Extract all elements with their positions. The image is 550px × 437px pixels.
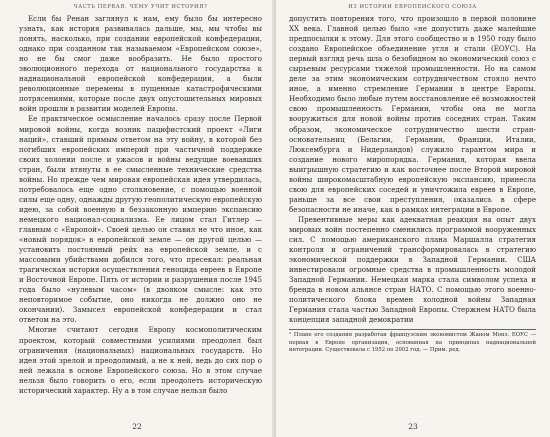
paragraph: Если бы Ренан заглянул к нам, ему было бы интересно узнать, как история развивалась дальше, мы, мы чтобы вы понять, насколько, при создании европейской конфедерации, однако при созданном так называемом «Европейском союзе», но не бы смог даже вообразить. Не было простого эволюционного перехода от национального государства к наднациональной европейской конфедерации, а были революционные перемены в пущенные катастрофическими потрясениями, которые после двух опустошительных мировых войн прошли в развитии моделей Европы. — [19, 14, 262, 114]
running-head-left: ЧАСТЬ ПЕРВАЯ. ЧЕМУ УЧИТ ИСТОРИЯ? — [73, 4, 208, 10]
left-page — [0, 0, 274, 437]
paragraph: допустить повторения того, что произошло в первой половине XX века. Главной целью было «не допустить даже малейшие предпосылки к этому. Для этого сообщество и в 1950 году было создано Европейское объединение угля и стали (ЕОУС). На первый взгляд речь шла о безобидном во экономический союз с сырьевым ресурсами тяжелой промышленности. Но на самом деле за этим экономическим сотрудничеством стояло нечто иное, а именно стремление Германии в центре Европы. Необходимо было любые путем восстановление её возможностей свою промышленность Германии, чтобы она не могла вооружиться для новой войны против соседних стран. Таким образом, экономическое сотрудничество шести стран-основательниц (Бельгии, Германии, Франции, Италии, Люксембурга и Нидерландов) служило гарантом мира и создание нового миропорядка. Германия, которая ввела выигрышную стратегию и как восточнее после Второй мировой войны широкомасштабную европейскую экспансию, принесла свою для европейских соседей и уничтожила евреев в Европе, раньше за все свои преступления, оказались в сфере безопасности не иначе, как в рамках интеграции в Европе. — [289, 14, 536, 214]
left-page-body — [19, 14, 262, 396]
paragraph: Многие считают сегодня Европу космополитическим проектом, который совместными усилиями преодолел был ограничения (национальных) национальных государств. Но идея этой зрелой и преодолимый, а не к ней, ведь до сих пор о ней лежала в основе Европейского союза. Но в этом случае нельзя было говорить о его, если преодолеть историческую исторический характер. Ну а в том случае нельзя было — [19, 325, 262, 395]
paragraph: Ее практическое осмысление началось сразу после Первой мировой войны, когда возник пацифистский проект «Лиги наций», ставший прямым ответом на эту войну, в которой без погибших европейских империй при частичной поддержке своих холонии после и ужасов и войны ведущие воевавших стран, были втянуты в ее смысленные технические средства войны. Но прежде чем мировая европейская идея утвердилась, потребовалось еще одно столкновение, с помощью военной силы еще одну, однажды другую геополитическую европейскую идею, за собой военную и беззаконную империю экспансию немецкого национал-социализма. Ее лицом стал Гитлер — главным с «Европой». Своей целью он ставил не что иное, как «новый порядок» в европейской земле — он другой целью — установить постоянный рейх на европейской земле, и с массовыми убийствами добился того, что пресекал: реальная трагическая история осуществления геноцида евреев в Европе и Восточной Европе. Пять от истории и разрушения после 1945 года было «нулевым часом» (в двояком смысле: как это неповторимое событие, оно никогда не должно оно не окончании). Замысел европейской конфедерации и стал ответом на это. — [19, 114, 262, 325]
paragraph: Превентивные меры как адекватная реакция на опыт двух мировых войн постепенно сменились программой вооруженных сил. С помощью американского плана Маршалла стратегия контроля и ограничений трансформировалась в стратегию экономической поддержки в Западной Германии. США инвестировали огромные средства в промышленность молодой Западной Германии. Немецкая марка стала символом успеха и бренда в новом альянсе стран НАТО. С помощью этого военно-политического блока времен холодной войны Западная Германия стала частью Западной Европы. Стержнем НАТО была концепция западной демократии — [289, 214, 536, 325]
page-number-left: 22 — [132, 422, 142, 431]
right-page — [276, 0, 550, 437]
page-number-right: 23 — [408, 422, 418, 431]
footnote: ¹ Плане его создания разработан французским экономистом Жаном Монэ. ЕОУС — первая в Европе организация, основанная на принципах наднациональной интеграции. Существовала с 1952 по 2002 год. — Прим. ред. — [289, 329, 536, 354]
right-page-body — [289, 14, 536, 325]
running-head-right: ИЗ ИСТОРИИ ЕВРОПЕЙСКОГО СОЮЗА — [348, 4, 477, 10]
